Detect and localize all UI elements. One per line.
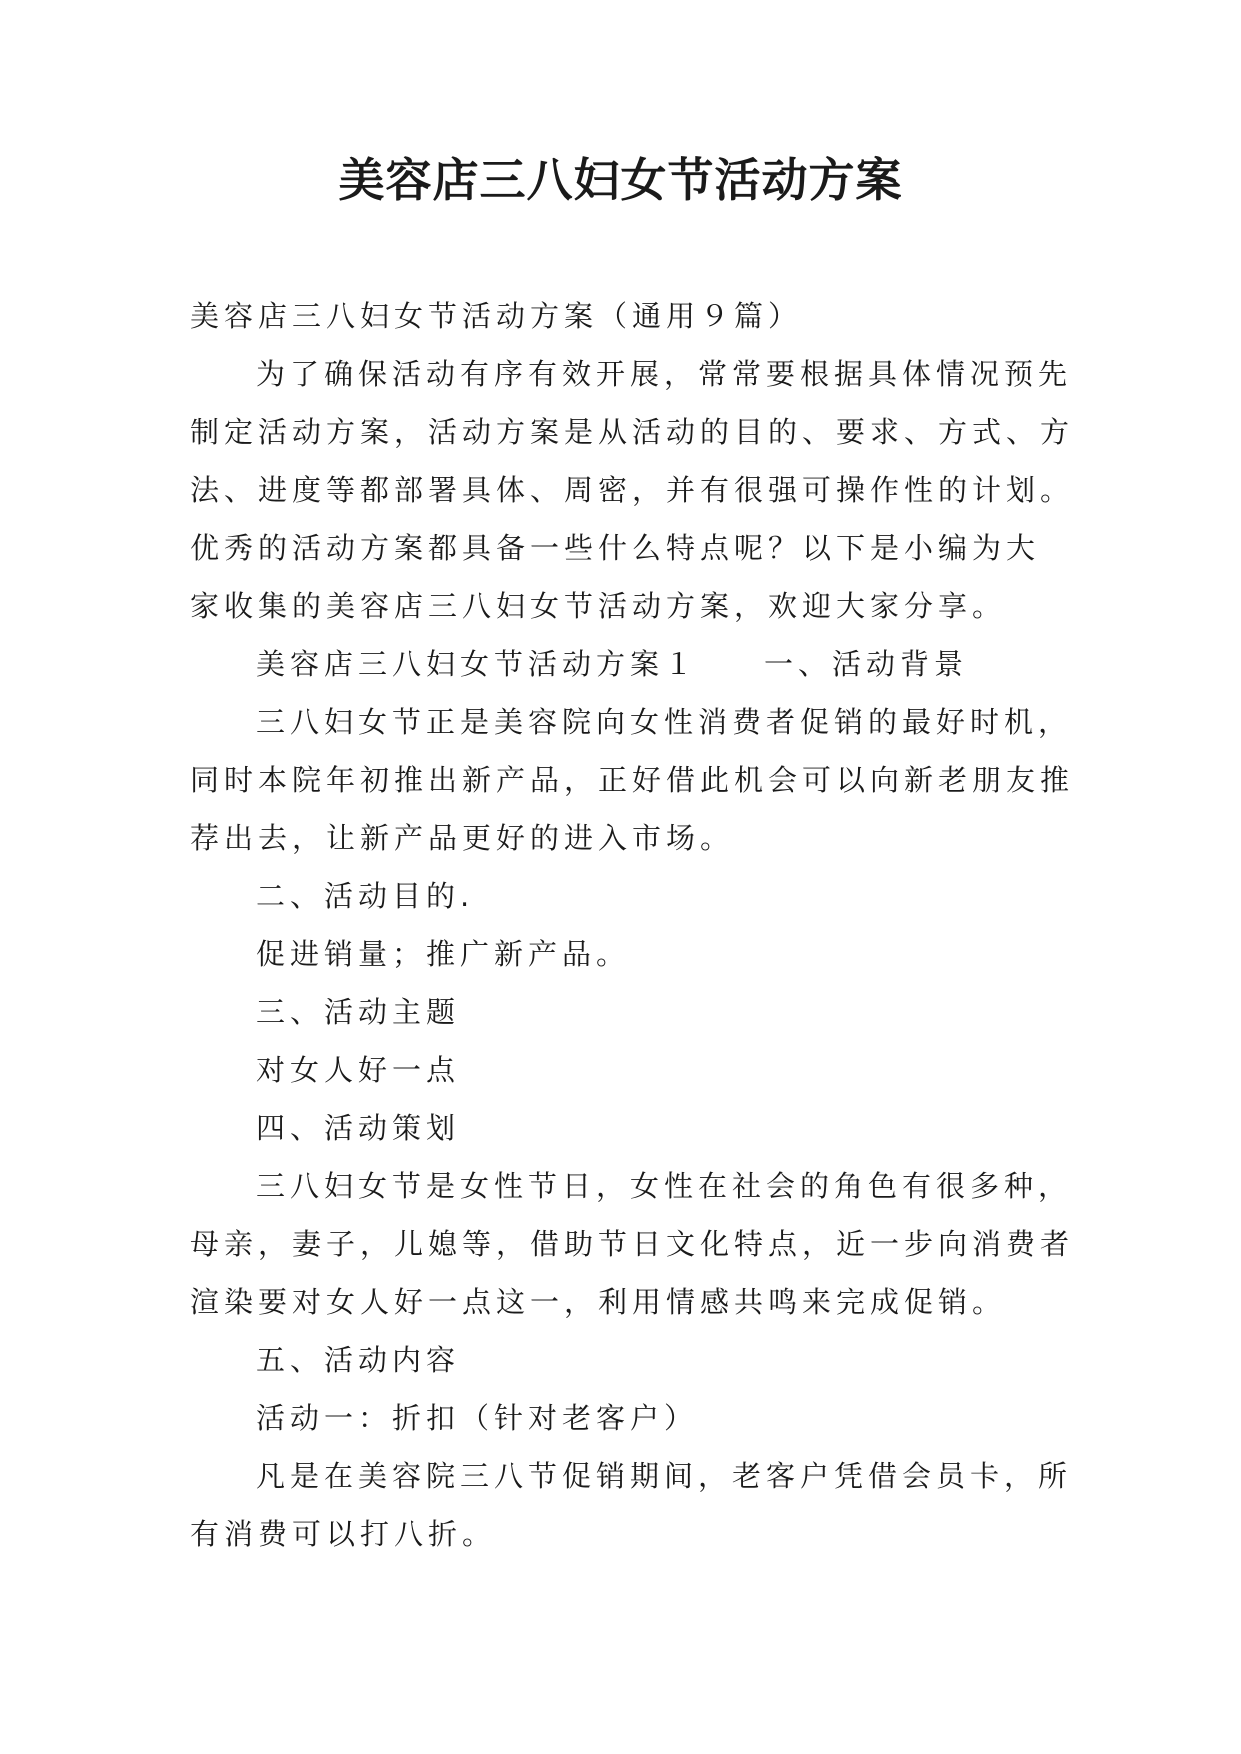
paragraph-line: 渲染要对女人好一点这一，利用情感共鸣来完成促销。 xyxy=(190,1285,1007,1319)
paragraph-line: 制定活动方案，活动方案是从活动的目的、要求、方式、方 xyxy=(190,415,1075,449)
plan-number-heading: 美容店三八妇女节活动方案１ xyxy=(256,647,699,681)
paragraph-line: 对女人好一点 xyxy=(256,1053,461,1087)
paragraph-line: 母亲，妻子，儿媳等，借助节日文化特点，近一步向消费者 xyxy=(190,1227,1075,1261)
subtitle-line: 美容店三八妇女节活动方案（通用９篇） xyxy=(190,299,803,333)
section-heading: 三、活动主题 xyxy=(256,995,461,1029)
background-heading: 一、活动背景 xyxy=(764,647,969,681)
document-title: 美容店三八妇女节活动方案 xyxy=(338,153,903,207)
paragraph-line: 为了确保活动有序有效开展，常常要根据具体情况预先 xyxy=(256,357,1073,391)
paragraph-line: 三八妇女节正是美容院向女性消费者促销的最好时机， xyxy=(256,705,1073,739)
section-heading: 二、活动目的. xyxy=(256,879,475,913)
document-body xyxy=(190,287,1075,1563)
paragraph-line: 三八妇女节是女性节日，女性在社会的角色有很多种， xyxy=(256,1169,1073,1203)
activity-heading: 活动一：折扣（针对老客户） xyxy=(256,1401,699,1435)
paragraph-line: 家收集的美容店三八妇女节活动方案，欢迎大家分享。 xyxy=(190,589,1007,623)
paragraph-line: 有消费可以打八折。 xyxy=(190,1517,497,1551)
paragraph-line: 凡是在美容院三八节促销期间，老客户凭借会员卡，所 xyxy=(256,1459,1073,1493)
paragraph-line: 荐出去，让新产品更好的进入市场。 xyxy=(190,821,735,855)
section-heading-line xyxy=(190,635,1070,693)
paragraph-line: 促进销量；推广新产品。 xyxy=(256,937,631,971)
section-heading: 五、活动内容 xyxy=(256,1343,461,1377)
paragraph-line: 优秀的活动方案都具备一些什么特点呢？以下是小编为大 xyxy=(190,531,1041,565)
paragraph-line: 同时本院年初推出新产品，正好借此机会可以向新老朋友推 xyxy=(190,763,1075,797)
paragraph-line: 法、进度等都部署具体、周密，并有很强可操作性的计划。 xyxy=(190,473,1075,507)
section-heading: 四、活动策划 xyxy=(256,1111,461,1145)
